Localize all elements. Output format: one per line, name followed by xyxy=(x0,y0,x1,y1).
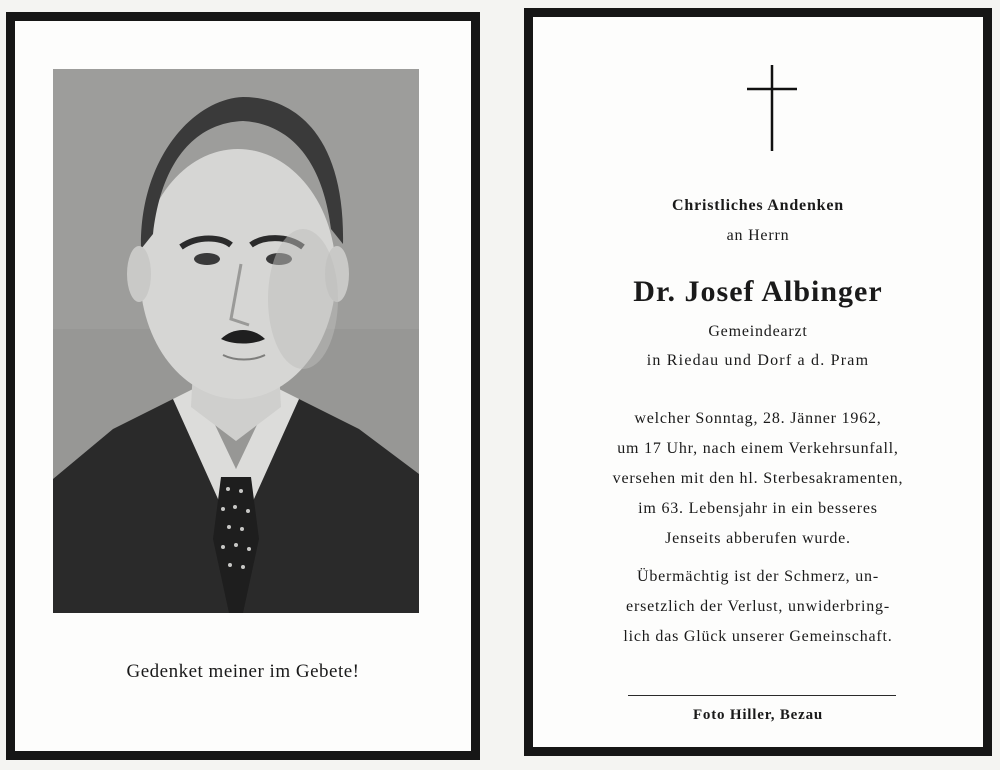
photo-credit: Foto Hiller, Bezau xyxy=(692,707,824,723)
quote-line: Übermächtig ist der Schmerz, un- xyxy=(637,568,879,585)
prayer-caption: Gedenket meiner im Gebete! xyxy=(126,661,360,682)
heading-line-2: an Herrn xyxy=(726,227,790,244)
divider xyxy=(628,695,896,696)
quote-line: lich das Glück unserer Gemeinschaft. xyxy=(623,628,893,645)
place: in Riedau und Dorf a d. Pram xyxy=(646,352,870,369)
obituary-line: im 63. Lebensjahr in ein besseres xyxy=(638,500,878,517)
obituary-line: um 17 Uhr, nach einem Verkehrsunfall, xyxy=(617,440,899,457)
quote-text xyxy=(533,562,983,652)
obituary-line: welcher Sonntag, 28. Jänner 1962, xyxy=(634,410,882,427)
cross-icon xyxy=(745,63,799,153)
memorial-card-left xyxy=(6,12,480,760)
obituary-line: Jenseits abberufen wurde. xyxy=(665,530,851,547)
obituary-text xyxy=(533,404,983,554)
obituary-line: versehen mit den hl. Sterbesakramenten, xyxy=(612,470,904,487)
memorial-card-right xyxy=(524,8,992,756)
portrait-photo xyxy=(53,69,419,613)
quote-line: ersetzlich der Verlust, unwiderbring- xyxy=(626,598,890,615)
profession: Gemeindearzt xyxy=(708,323,808,340)
heading-line-1: Christliches Andenken xyxy=(672,197,844,214)
deceased-name: Dr. Josef Albinger xyxy=(633,275,883,308)
